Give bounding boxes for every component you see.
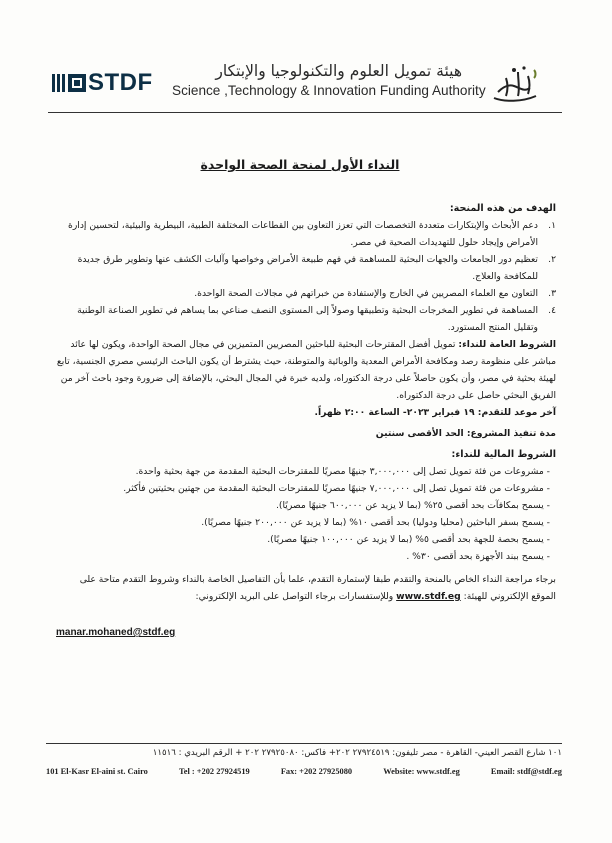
footer-arabic-address: ١٠١ شارع القصر العيني- القاهرة - مصر تليفون: ٢٧٩٢٤٥١٩ ٢٠٢+ فاكس: ٢٧٩٢٥٠٨٠ ٢٠٢ + الرقم البريدي : ١١٥١٦ xyxy=(152,748,562,758)
header-divider xyxy=(48,112,562,113)
contact-email-line xyxy=(56,620,175,639)
authority-name-english: Science ,Technology & Innovation Funding Authority xyxy=(172,83,486,98)
footer-email[interactable]: Email: stdf@stdf.eg xyxy=(490,767,562,776)
footer-address: 101 El-Kasr El-aini st. Cairo xyxy=(46,767,148,776)
list-item: - يسمح ببند الأجهزة بحد أقصى ٣٠% . xyxy=(406,551,550,562)
financial-list xyxy=(56,463,556,565)
website-link[interactable]: www.stdf.eg xyxy=(396,591,461,602)
general-conditions-label: الشروط العامة للنداء: xyxy=(458,339,556,350)
year-of-science-logo xyxy=(478,58,548,112)
document-body xyxy=(56,200,556,605)
stdf-logo-text: STDF xyxy=(88,69,153,96)
goals-list xyxy=(56,217,556,336)
deadline: آخر موعد للتقدم: ١٩ فبراير ٢٠٢٣- الساعة ٢:٠٠ ظهراً. xyxy=(314,407,556,418)
footer-fax: Fax: +202 27925080 xyxy=(280,767,353,776)
goals-heading: الهدف من هذه المنحة: xyxy=(449,203,556,214)
contact-email-link[interactable]: manar.mohaned@stdf.eg xyxy=(56,627,176,638)
list-item: ٢. تعظيم دور الجامعات والجهات البحثية للمساهمة في فهم طبيعة الأمراض وخواصها وآليات الكشف عنها وتطوير طرق جديدة للمكافحة والعلاج. xyxy=(77,254,556,282)
page-title: النداء الأول لمنحة الصحة الواحدة xyxy=(200,157,400,172)
authority-name-arabic: هيئة تمويل العلوم والتكنولوجيا والإبتكار xyxy=(215,62,462,80)
list-item: ١. دعم الأبحاث والإبتكارات متعددة التخصصات التي تعزز التعاون بين القطاعات المختلفة الطبية، البيطرية والبيئية، لتحسين إدارة الأمراض وإيجاد حلول للتهديدات الصحية في مصر. xyxy=(68,220,556,248)
list-item: - يسمح بسفر الباحثين (محليا ودوليا) بحد أقصى ١٠% (بما لا يزيد عن ٢٠٠,٠٠٠ جنيهًا مصريًا). xyxy=(201,517,550,528)
stdf-mark-icon xyxy=(52,72,86,94)
footer-website[interactable]: Website: www.stdf.eg xyxy=(383,767,460,776)
footer-english-contact xyxy=(46,767,562,776)
general-conditions xyxy=(56,336,556,404)
list-item: - يسمح بمكافآت بحد أقصى ٢٥% (بما لا يزيد عن ٦٠٠,٠٠٠ جنيهًا مصريًا). xyxy=(275,500,550,511)
project-duration: مدة تنفيذ المشروع: الحد الأقصى سنتين xyxy=(375,428,556,439)
list-item: ٤. المساهمة في تطوير المخرجات البحثية وتطبيقها وصولاً إلى المستوى النصف صناعي بما يساهم في تطوير الصناعة الوطنية وتقليل المنتج المستورد. xyxy=(77,305,556,333)
list-item: ٣. التعاون مع العلماء المصريين في الخارج والإستفادة من خبراتهم في مجالات الصحة الواحدة. xyxy=(194,288,556,299)
list-item: - يسمح بحصة للجهة بحد أقصى ٥% (بما لا يزيد عن ١٠٠,٠٠٠ جنيهًا مصريًا). xyxy=(267,534,550,545)
letterhead xyxy=(0,58,612,120)
general-conditions-text: تمويل أفضل المقترحات البحثية للباحثين المصريين المتميزين في مجال الصحة الواحدة، ويكون لها عائد مباشر على منظومة رصد ومكافحة الأمراض المعدية والوبائية والمتوطنة، حيث يشترط أن يكون الباحث الرئيسي مصري الجنسية، تابع لهيئة بحثية في مصر، وأن يكون حاصلاً على درجة الدكتوراه، ولديه خبرة في المجال البحثي، بالإضافة إلى ضرورة وجود باحث آخر من الفريق البحثي حاصل على درجة الدكتوراه. xyxy=(56,339,556,401)
calligraphy-logo-icon xyxy=(478,58,548,112)
list-item: - مشروعات من فئة تمويل تصل إلى ٣,٠٠٠,٠٠٠ جنيهًا مصريًا للمقترحات البحثية المقدمة من جهة بحثية واحدة. xyxy=(135,466,550,477)
financial-heading: الشروط المالية للنداء: xyxy=(451,449,556,460)
list-item: - مشروعات من فئة تمويل تصل إلى ٧,٠٠٠,٠٠٠ جنيهًا مصريًا للمقترحات البحثية المقدمة من جهتين بحثيتين فأكثر. xyxy=(123,483,550,494)
footer-tel: Tel : +202 27924519 xyxy=(178,767,250,776)
closing-paragraph: برجاء مراجعة النداء الخاص بالمنحة والتقدم طبقا لإستمارة التقدم، علما بأن التفاصيل الخاصة بالنداء وشروط التقدم متاحة على الموقع الإلكتروني للهيئة: www.stdf.eg وللإستفسارات برجاء التواصل على البريد الإلكتروني: xyxy=(79,574,556,602)
footer-divider xyxy=(46,743,562,744)
stdf-logo xyxy=(52,70,153,96)
